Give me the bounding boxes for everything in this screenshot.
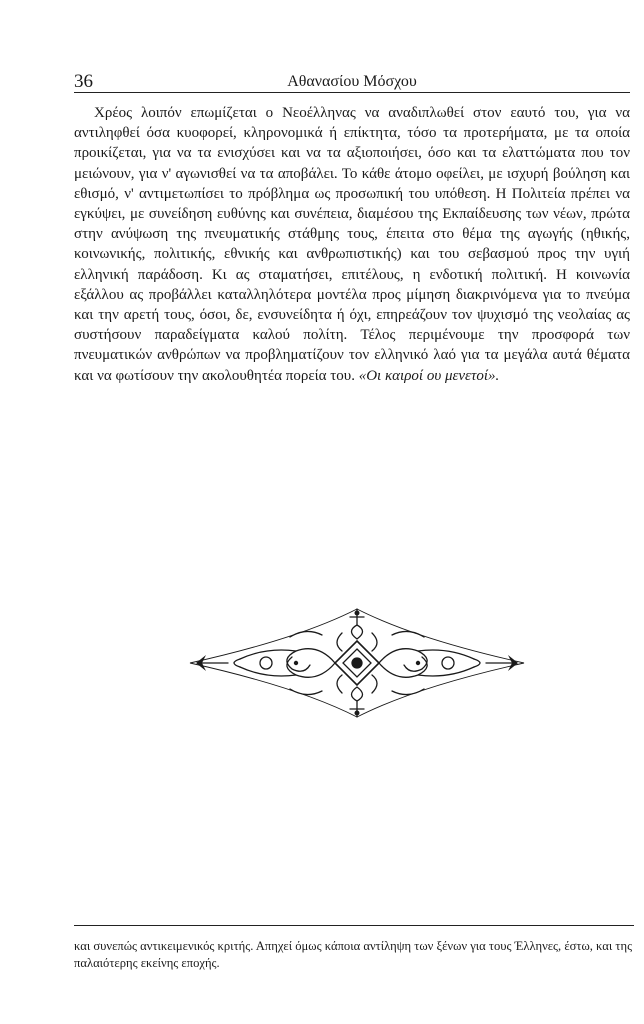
footnote-rule bbox=[74, 925, 634, 926]
closing-quote: «Οι καιροί ου μενετοί». bbox=[358, 367, 500, 384]
running-title: Αθανασίου Μόσχου bbox=[287, 73, 417, 90]
body-paragraph bbox=[74, 103, 630, 386]
paragraph-text: Χρέος λοιπόν επωμίζεται ο Νεοέλληνας να αναδιπλωθεί στον εαυτό του, για να αντιληφθεί όσα κυοφορεί, κληρονομικά ή επίκτητα, τόσο τα προτερήματα, με τα οποία προικίζεται, για να τα ενισχύσει και να τα αξιοποιήσει, όσο και τα ελαττώματα που τον μειώνουν, για ν' αγωνισθεί να τα αποβάλει. Το κάθε άτομο οφείλει, με ισχυρή βούληση και εθισμό, ν' αντιμετωπίσει το πρόβλημα ως προσωπική του υπόθεση. Η Πολιτεία πρέπει να εγκύψει, με συνείδηση ευθύνης και συνέπεια, διαμέσου της Εκπαίδευσης των νέων, πρώτα στην ανύψωση της πνευματικής στάθμης τους, έπειτα στο θέμα της αγωγής (ηθικής, κοινωνικής, πολιτικής, εθνικής και ανθρωπιστικής) και του σεβασμού προς την υγιή ελληνική παράδοση. Κι ας σταματήσει, επιτέλους, η ενδοτική πολιτική. Η κοινωνία εξάλλου ας προβάλλει καταλληλότερα μοντέλα προς μίμηση διακρινόμενα για το πνεύμα και την αρετή τους, όσοι, δε, ενσυνείδητα ή όχι, επηρεάζουν τον ψυχισμό της νεολαίας ας συστήσουν παραδείγματα καλού πολίτη. Τέλος περιμένουμε την προσφορά των πνευματικών ανθρώπων να προβληματίζουν τον ελληνικό λαό για τα μεγάλα αυτά θέματα και να φωτίσουν την ακολουθητέα πορεία του. bbox=[74, 105, 630, 384]
page-number: 36 bbox=[74, 71, 93, 92]
decorative-ornament bbox=[186, 603, 528, 723]
header-rule bbox=[74, 92, 630, 93]
footnote: και συνεπώς αντικειμενικός κριτής. Απηχεί όμως κάποια αντίληψη των ξένων για τους Έλληνες, έστω, και της παλαιότερης εκείνης εποχής. bbox=[74, 939, 633, 970]
page-header bbox=[74, 70, 630, 94]
